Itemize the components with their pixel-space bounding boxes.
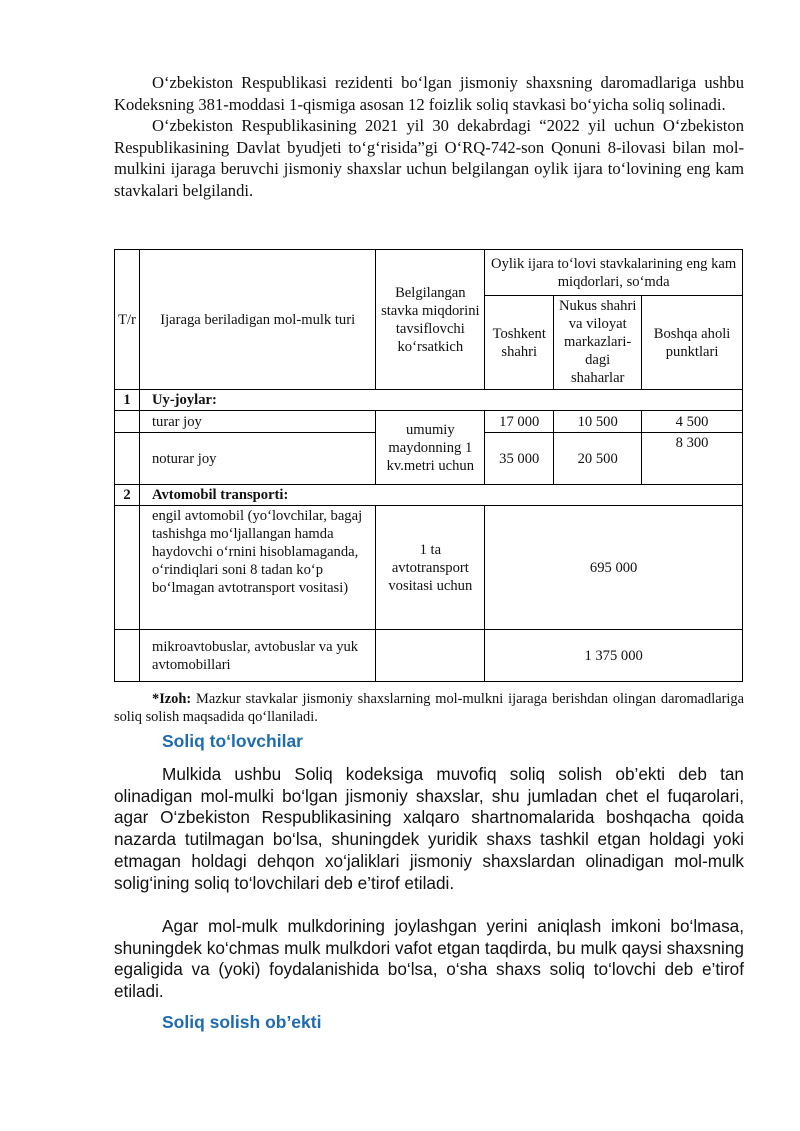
table-note [114, 690, 744, 726]
intro-text [114, 72, 744, 201]
rate-nukus: 20 500 [554, 433, 642, 485]
rate-other: 4 500 [642, 411, 743, 433]
section-heading-taxpayers: Soliq to‘lovchilar [162, 731, 303, 751]
rate-value: 695 000 [485, 506, 743, 630]
rental-rates-table [114, 249, 743, 682]
section-heading-object: Soliq solish ob’ekti [162, 1012, 322, 1032]
row-indicator [376, 630, 485, 682]
empty-cell [115, 411, 140, 433]
section-num: 2 [115, 485, 140, 506]
header-other: Boshqa aholi punktlari [642, 296, 743, 390]
header-tashkent: Toshkent shahri [485, 296, 554, 390]
empty-cell [115, 506, 140, 630]
rate-tashkent: 35 000 [485, 433, 554, 485]
taxpayers-paragraph-1: Mulkida ushbu Soliq kodeksiga muvofiq soliq solish ob’ekti deb tan olinadigan mol-mulki bo‘lgan jismoniy shaxslar, shu jumladan chet el fuqarolari, agar O‘zbekiston Respublikasining xalqaro shartnomalarida boshqacha qoida nazarda tutilmagan bo‘lsa, shuningdek yuridik shaxs tashkil etgan holdagi yoki etmagan holdagi dehqon xo‘jaliklari jismoniy shaxslardan olinadigan mol-mulk solig‘ining soliq to‘lovchilari deb e’tirof etiladi. [114, 764, 744, 893]
section-title: Uy-joylar: [139, 390, 742, 411]
section-title: Avtomobil transporti: [139, 485, 742, 506]
header-type: Ijaraga beriladigan mol-mulk turi [139, 250, 375, 390]
intro-paragraph-2: O‘zbekiston Respublikasining 2021 yil 30 dekabrdagi “2022 yil uchun O‘zbekiston Respublikasining Davlat byudjeti to‘g‘risida”gi O‘RQ-742-son Qonuni 8-ilovasi bilan mol-mulkini ijaraga beruvchi jismoniy shaxslar uchun belgilangan oylik ijara to‘lovining eng kam stavkalari belgilandi. [114, 116, 744, 200]
row-name: engil avtomobil (yo‘lovchilar, bagaj tashishga mo‘ljallangan hamda haydovchi o‘rnini hisoblamaganda, o‘rindiqlari soni 8 tadan ko‘p bo‘lmagan avtotransport vositasi) [139, 506, 375, 630]
row-name: turar joy [139, 411, 375, 433]
rate-other: 8 300 [642, 433, 743, 485]
header-nukus: Nukus shahri va viloyat markazlari-dagi shaharlar [554, 296, 642, 390]
empty-cell [115, 433, 140, 485]
rate-tashkent: 17 000 [485, 411, 554, 433]
row-name: mikroavtobuslar, avtobuslar va yuk avtomobillari [139, 630, 375, 682]
note-text: Mazkur stavkalar jismoniy shaxslarning mol-mulkni ijaraga berishdan olingan daromadlariga soliq solish maqsadida qo‘llaniladi. [114, 691, 744, 725]
rate-value: 1 375 000 [485, 630, 743, 682]
intro-paragraph-1: O‘zbekiston Respublikasi rezidenti bo‘lgan jismoniy shaxsning daromadlariga ushbu Kodeksning 381-moddasi 1-qismiga asosan 12 foizlik soliq stavkasi bo‘yicha soliq solinadi. [114, 73, 744, 114]
empty-cell [115, 630, 140, 682]
header-indicator: Belgilangan stavka miqdorini tavsiflovchi ko‘rsatkich [376, 250, 485, 390]
row-name: noturar joy [139, 433, 375, 485]
row-indicator: umumiy maydonning 1 kv.metri uchun [376, 411, 485, 485]
header-num: T/r [115, 250, 140, 390]
row-indicator: 1 ta avtotransport vositasi uchun [376, 506, 485, 630]
header-rates-group: Oylik ijara to‘lovi stavkalarining eng kam miqdorlari, so‘mda [485, 250, 743, 296]
note-label: *Izoh: [152, 691, 192, 707]
rate-nukus: 10 500 [554, 411, 642, 433]
taxpayers-paragraph-2: Agar mol-mulk mulkdorining joylashgan yerini aniqlash imkoni bo‘lmasa, shuningdek ko‘chmas mulk mulkdori vafot etgan taqdirda, bu mulk qaysi shaxsning egaligida va (yoki) foydalanishida bo‘lsa, o‘sha shaxs soliq to‘lovchi deb e’tirof etiladi. [114, 916, 744, 1002]
section-num: 1 [115, 390, 140, 411]
